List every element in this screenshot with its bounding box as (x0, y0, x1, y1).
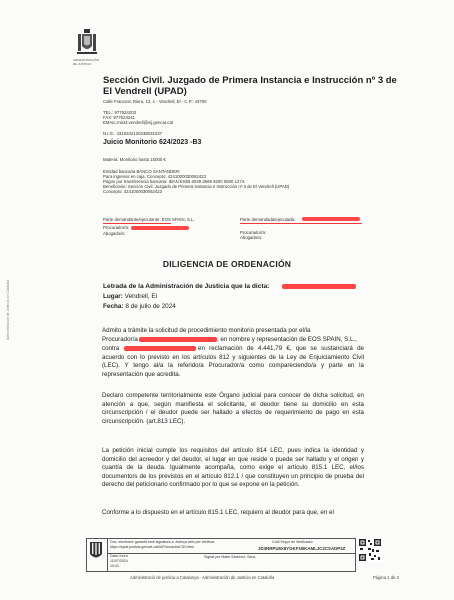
court-tel: TEL.: 977624203 (103, 110, 136, 115)
letrada-line: Letrada de la Administración de Justicia que la dicta: (103, 283, 270, 290)
redaction-mark (131, 226, 189, 230)
bank-line-2: Pagos por transferencia bancaria: IBAN ES55 0049 3569 9200 0500 1274. (103, 179, 246, 184)
defendant-procurador: Procurador/a: (240, 230, 267, 235)
paragraph-1-line-1: Admito a trámite la solicitud de procedimiento monitorio presentada por el/la (102, 327, 311, 334)
redaction-mark (302, 217, 360, 221)
court-title: Sección Civil. Juzgado de Primera Instancia e Instrucción nº 3 de El Vendrell (UPAD) (103, 75, 397, 97)
redaction-mark (282, 284, 356, 289)
court-fax: FAX: 977624241 (103, 115, 136, 120)
fecha-line (103, 303, 176, 310)
plaintiff-abogado: Abogado/a: (103, 231, 125, 236)
code-label: Codi Segur de Verificació: (272, 540, 314, 544)
defendant-label: Parte demandada/ejecutada: (240, 217, 296, 222)
coat-of-arms-icon (76, 28, 98, 58)
catalonia-seal-icon (89, 541, 103, 561)
footer-administration: Administració de justícia a Catalunya · Administración de Justicia en Cataluña (130, 575, 275, 580)
paragraph-1-contra: contra (102, 345, 120, 352)
paragraph-1-procurador: Procurador/a (102, 336, 138, 343)
bank-line-1: Para ingresos en caja. Concepto: 4241000030062423 (103, 174, 206, 179)
bank-line-4: Concepto: 4241000030062423 (103, 189, 163, 194)
bank-entity: Entidad bancaria BANCO SANTANDER: (103, 169, 181, 174)
date-label: Data i hora (110, 554, 128, 558)
fecha-value: 8 de julio de 2024 (125, 303, 176, 310)
side-margin-text: Administración de Justicia en Cataluña (6, 279, 10, 340)
doc-label: Doc. electrònic garantit amb signatura-e. Adreça web per verificar: (110, 540, 216, 544)
court-email: EMAIL:mixt3.vendrell@xij.gencat.cat (103, 120, 174, 125)
paragraph-1-representation: , en nombre y representación de EOS SPAIN, S.L., (217, 336, 357, 343)
plaintiff-underline (103, 223, 171, 224)
qr-code-icon (358, 538, 382, 562)
court-address: Calle Francesc Riera, 13, 1 - Vendrell, El - C.P.: 43700 (103, 99, 207, 104)
redaction-mark (139, 337, 217, 342)
fecha-label: Fecha: (103, 303, 124, 310)
footer-divider-v (107, 539, 109, 571)
materia: Materia: Monitorio hasta 15000 € (103, 157, 166, 162)
defendant-underline (240, 223, 362, 224)
verification-code: JD3NRPU5X8YGKF1BKAMLJC2CSADP2Z (258, 546, 346, 551)
plaintiff-procurador: Procurador/a: (103, 225, 130, 230)
signer: Signat per Matei Sánchez, Sara; (204, 555, 256, 559)
crest-caption: ADMINISTRACIÓN DE JUSTICIA (73, 58, 100, 66)
verify-url[interactable]: https://ejcat.justicia.gencat.cat/IAP/consultaCSV.html (110, 545, 194, 549)
procedure-number: Juicio Monitorio 624/2023 -B3 (103, 139, 202, 146)
lugar-line (103, 293, 157, 300)
time-value: 10:41 (110, 564, 119, 568)
footer-divider (107, 553, 355, 554)
paragraph-1-rest: en reclamación de 4.441,79 €, que se sustanciará de acuerdo con lo previsto en los artículos 812 y siguientes de la Ley de Enjuiciamiento Civil (LEC). Y tengo al/a la referido/a Procurador/a como compareciendo/a y parte en la representación que acredita. (102, 345, 364, 378)
plaintiff-label: Parte demandante/ejecutante: EOS SPAIN, S.L. (103, 217, 195, 222)
date-value: 11/07/2024 (110, 559, 128, 563)
defendant-abogado: Abogado/a: (240, 235, 262, 240)
document-title: DILIGENCIA DE ORDENACIÓN (162, 259, 292, 269)
paragraph-3: La petición inicial cumple los requisitos del artículo 814 LEC, pues indica la identidad y domicilio del acreedor y del deudor, el lugar en que reside o puede ser hallado y el origen y cuantía de la deuda. Igualmente acompaña, como exige el artículo 815.1 LEC, el/los documento/s de los previstos en el artículo 812.1 / que constituyen un principio de prueba del derecho del peticionario confirmado por lo que se expone en la petición. (102, 447, 364, 489)
lugar-label: Lugar: (103, 293, 123, 300)
paragraph-4: Conforme a lo dispuesto en el artículo 815.1 LEC, requiero al deudor para que, en el (102, 509, 334, 516)
paragraph-2: Declaro competente territorialmente este Órgano judicial para conocer de dicha solicitud, en atención a que, según manifiesta el solicitante, el deudor tiene su domicilio en esta circunscripción / el deudor puede ser hallado a efectos de requerimiento de pago en esta circunscripción. (art.813 LEC). (102, 392, 364, 425)
lugar-value: Vendrell, El (124, 293, 157, 300)
page-number: Página 1 de 3 (373, 575, 399, 580)
nig-number: N.I.G.: 4316342120238031037 (103, 131, 163, 136)
bank-line-3: Beneficiario: Sección Civil. Juzgado de Primera Instancia e Instrucción nº 3 de El Vendrell (UPAD) (103, 184, 290, 189)
